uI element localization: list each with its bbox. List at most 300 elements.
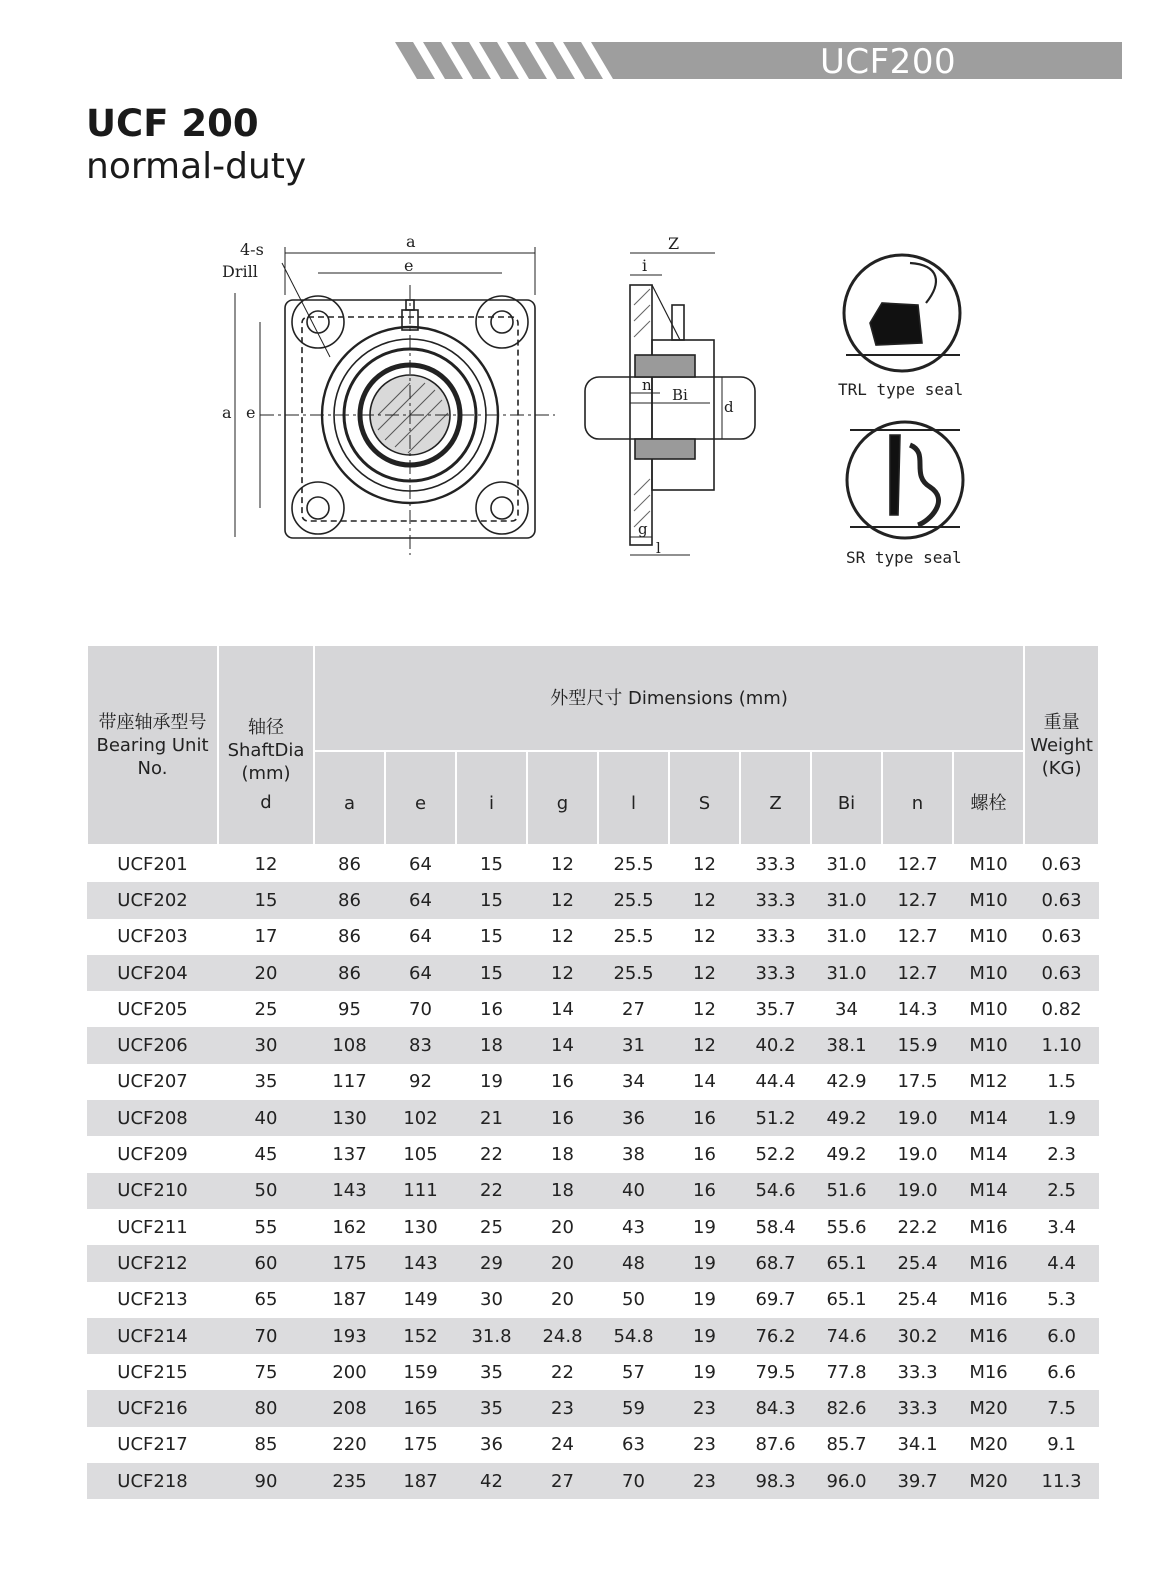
table-cell: 14 (527, 1027, 598, 1063)
weight-cn: 重量 (1043, 711, 1080, 733)
table-cell: 70 (409, 998, 432, 1020)
table-cell: 19 (693, 1289, 716, 1311)
table-cell: 86 (314, 955, 385, 991)
table-cell: 23 (669, 1463, 740, 1499)
table-cell: 33.3 (740, 955, 811, 991)
table-cell: 12 (693, 998, 716, 1020)
table-cell: M10 (969, 853, 1008, 875)
table-cell: 20 (527, 1245, 598, 1281)
label-e-top: e (404, 256, 414, 275)
table-row (87, 1463, 1099, 1499)
table-cell: 2.3 (1047, 1144, 1076, 1166)
table-cell: 86 (314, 882, 385, 918)
col-dimensions: 外型尺寸 Dimensions (mm) (314, 645, 1024, 751)
table-cell: 20 (218, 955, 314, 991)
trl-seal-detail (838, 255, 963, 399)
table-cell: UCF205 (117, 998, 188, 1020)
table-cell: 25.5 (598, 955, 669, 991)
table-cell: 80 (218, 1390, 314, 1426)
table-cell: 31.0 (811, 882, 882, 918)
table-cell: 6.0 (1024, 1318, 1099, 1354)
table-cell: UCF209 (117, 1144, 188, 1166)
table-cell: 149 (403, 1289, 438, 1311)
table-cell: UCF206 (87, 1027, 218, 1063)
table-cell: UCF213 (117, 1289, 188, 1311)
table-cell: 111 (385, 1173, 456, 1209)
table-cell: M16 (969, 1361, 1008, 1383)
col-a: a (314, 751, 385, 845)
table-cell: 69.7 (755, 1289, 796, 1311)
table-cell: 25.5 (613, 926, 654, 948)
table-cell: 35 (456, 1390, 527, 1426)
table-cell: 19 (693, 1361, 716, 1383)
table-row (87, 882, 1099, 918)
spec-table-body (87, 845, 1099, 1499)
table-cell: 45 (254, 1144, 278, 1166)
table-cell: 65.1 (826, 1289, 867, 1311)
table-cell: 12 (254, 853, 278, 875)
shaft-en: ShaftDia (227, 740, 305, 761)
table-cell: 35 (480, 1361, 503, 1383)
table-cell: M14 (953, 1173, 1024, 1209)
table-cell: 77.8 (826, 1361, 867, 1383)
table-cell: 6.6 (1047, 1361, 1076, 1383)
table-cell: 12 (527, 882, 598, 918)
table-cell: 31 (598, 1027, 669, 1063)
table-cell: 19 (693, 1216, 716, 1238)
table-cell: 12 (669, 882, 740, 918)
table-cell: 15 (218, 882, 314, 918)
table-cell: 49.2 (811, 1100, 882, 1136)
table-cell: 34.1 (897, 1434, 938, 1456)
table-cell: 22 (551, 1361, 574, 1383)
bearing-unit-cn: 带座轴承型号 (98, 711, 207, 733)
table-cell: 137 (332, 1144, 367, 1166)
table-cell: 25.4 (897, 1289, 938, 1311)
side-view (585, 234, 755, 557)
table-cell: 40 (218, 1100, 314, 1136)
table-cell: UCF212 (87, 1245, 218, 1281)
table-cell: 15.9 (882, 1027, 953, 1063)
table-cell: 16 (527, 1100, 598, 1136)
table-cell: M10 (953, 1027, 1024, 1063)
table-cell: 57 (622, 1361, 645, 1383)
table-cell: 58.4 (755, 1216, 796, 1238)
table-cell: 15 (480, 853, 503, 875)
table-cell: 12 (527, 955, 598, 991)
table-cell: 87.6 (755, 1434, 796, 1456)
table-row (87, 1209, 1099, 1245)
table-cell: M20 (953, 1390, 1024, 1426)
table-cell: UCF208 (87, 1100, 218, 1136)
table-cell: 143 (314, 1173, 385, 1209)
table-cell: M10 (953, 882, 1024, 918)
table-cell: 52.2 (755, 1144, 796, 1166)
table-cell: 143 (385, 1245, 456, 1281)
shaft-cn: 轴径 (248, 717, 284, 738)
table-cell: 165 (385, 1390, 456, 1426)
table-cell: 82.6 (811, 1390, 882, 1426)
table-cell: 24.8 (527, 1318, 598, 1354)
table-cell: 105 (403, 1144, 438, 1166)
col-n: n (882, 751, 953, 845)
table-cell: 31.0 (826, 853, 867, 875)
table-cell: 187 (385, 1463, 456, 1499)
table-cell: 30 (218, 1027, 314, 1063)
table-cell: 95 (338, 998, 361, 1020)
banner-label: UCF200 (820, 42, 957, 82)
trl-seal-label: TRL type seal (838, 380, 964, 399)
table-cell: 38.1 (811, 1027, 882, 1063)
weight-en: Weight (1030, 734, 1093, 756)
table-cell: 84.3 (740, 1390, 811, 1426)
title-subtitle: normal-duty (86, 146, 307, 187)
table-cell: M16 (953, 1318, 1024, 1354)
table-cell: 40.2 (740, 1027, 811, 1063)
table-cell: 16 (480, 998, 503, 1020)
table-cell: M16 (969, 1216, 1008, 1238)
table-cell: 19.0 (897, 1144, 938, 1166)
label-a-left: a (222, 403, 232, 422)
label-l: l (656, 539, 661, 557)
label-z: Z (668, 234, 680, 253)
col-s: S (669, 751, 740, 845)
table-cell: 70 (598, 1463, 669, 1499)
table-cell: 50 (218, 1173, 314, 1209)
table-cell: 108 (314, 1027, 385, 1063)
table-cell: 31.8 (456, 1318, 527, 1354)
table-row (87, 1064, 1099, 1100)
label-drill: Drill (222, 262, 258, 281)
table-cell: 96.0 (811, 1463, 882, 1499)
table-cell: 27 (527, 1463, 598, 1499)
table-cell: UCF204 (87, 955, 218, 991)
table-cell: 16 (693, 1144, 716, 1166)
table-cell: 75 (254, 1361, 278, 1383)
table-cell: 48 (598, 1245, 669, 1281)
table-cell: 79.5 (755, 1361, 796, 1383)
table-row (87, 1027, 1099, 1063)
table-cell: 31.0 (826, 926, 867, 948)
table-cell: M12 (969, 1071, 1008, 1093)
table-cell: 2.5 (1024, 1173, 1099, 1209)
table-cell: 35.7 (755, 998, 796, 1020)
table-cell: UCF217 (117, 1434, 188, 1456)
table-cell: 12 (669, 955, 740, 991)
table-cell: 18 (527, 1173, 598, 1209)
table-cell: 36 (598, 1100, 669, 1136)
table-cell: 7.5 (1024, 1390, 1099, 1426)
table-cell: UCF218 (87, 1463, 218, 1499)
col-bi: Bi (811, 751, 882, 845)
table-cell: M16 (953, 1245, 1024, 1281)
table-cell: 92 (409, 1071, 432, 1093)
table-cell: M10 (969, 998, 1008, 1020)
table-cell: 64 (409, 853, 432, 875)
bearing-unit-en2: No. (137, 757, 168, 779)
table-cell: 22 (456, 1173, 527, 1209)
table-cell: 12.7 (897, 853, 938, 875)
table-cell: 187 (332, 1289, 367, 1311)
table-cell: 43 (622, 1216, 645, 1238)
table-row (87, 1173, 1099, 1209)
table-cell: UCF216 (87, 1390, 218, 1426)
table-row (87, 1100, 1099, 1136)
table-cell: 86 (338, 926, 361, 948)
table-cell: 68.7 (740, 1245, 811, 1281)
table-cell: 5.3 (1047, 1289, 1076, 1311)
table-cell: 24 (551, 1434, 574, 1456)
table-cell: 0.63 (1041, 853, 1082, 875)
label-holes: 4-s (240, 240, 264, 259)
table-row (87, 1245, 1099, 1281)
table-cell: 14.3 (897, 998, 938, 1020)
table-cell: UCF203 (117, 926, 188, 948)
table-cell: 12.7 (897, 926, 938, 948)
table-cell: 220 (332, 1434, 367, 1456)
table-row (87, 955, 1099, 991)
table-cell: 11.3 (1024, 1463, 1099, 1499)
table-cell: 22.2 (897, 1216, 938, 1238)
table-cell: 14 (551, 998, 574, 1020)
table-cell: 12 (551, 926, 574, 948)
table-cell: 33.3 (755, 853, 796, 875)
table-cell: 18 (456, 1027, 527, 1063)
table-cell: 42 (456, 1463, 527, 1499)
table-cell: 74.6 (811, 1318, 882, 1354)
table-row (87, 1282, 1099, 1318)
col-bearing-unit (87, 645, 218, 845)
table-cell: 152 (385, 1318, 456, 1354)
label-g: g (638, 520, 648, 538)
table-cell: 51.2 (740, 1100, 811, 1136)
table-cell: 12 (551, 853, 574, 875)
table-cell: M14 (969, 1144, 1008, 1166)
table-row (87, 991, 1099, 1027)
table-cell: 98.3 (740, 1463, 811, 1499)
table-cell: 159 (403, 1361, 438, 1383)
col-g: g (527, 751, 598, 845)
table-cell: 102 (385, 1100, 456, 1136)
table-cell: 25.5 (598, 882, 669, 918)
table-row (87, 1427, 1099, 1463)
spec-table (86, 644, 1100, 1499)
table-cell: 175 (403, 1434, 438, 1456)
table-cell: 50 (622, 1289, 645, 1311)
table-cell: 162 (332, 1216, 367, 1238)
table-row (87, 919, 1099, 955)
table-cell: 25.5 (613, 853, 654, 875)
table-cell: 19 (669, 1318, 740, 1354)
table-cell: 12 (693, 853, 716, 875)
table-cell: 42.9 (826, 1071, 867, 1093)
table-cell: 36 (480, 1434, 503, 1456)
header-banner (395, 42, 1122, 79)
table-cell: 34 (835, 998, 858, 1020)
table-cell: M20 (969, 1434, 1008, 1456)
table-cell: 16 (669, 1100, 740, 1136)
table-cell: 200 (332, 1361, 367, 1383)
table-cell: 19.0 (882, 1100, 953, 1136)
table-cell: 31.0 (811, 955, 882, 991)
table-cell: 208 (314, 1390, 385, 1426)
col-shaft (218, 645, 314, 845)
table-cell: 9.1 (1047, 1434, 1076, 1456)
table-cell: 49.2 (826, 1144, 867, 1166)
table-cell: 34 (622, 1071, 645, 1093)
table-cell: 19 (480, 1071, 503, 1093)
table-cell: 70 (218, 1318, 314, 1354)
table-cell: 15 (456, 882, 527, 918)
table-cell: UCF214 (87, 1318, 218, 1354)
table-cell: 64 (409, 926, 432, 948)
col-weight (1024, 645, 1099, 845)
table-cell: 33.3 (740, 882, 811, 918)
col-l: l (598, 751, 669, 845)
table-cell: 29 (456, 1245, 527, 1281)
table-cell: 30.2 (882, 1318, 953, 1354)
table-cell: 86 (338, 853, 361, 875)
table-cell: 12.7 (882, 955, 953, 991)
table-cell: 193 (314, 1318, 385, 1354)
table-cell: 130 (403, 1216, 438, 1238)
label-bi: Bi (672, 386, 688, 404)
table-row (87, 1318, 1099, 1354)
table-cell: 23 (693, 1434, 716, 1456)
table-cell: 1.10 (1024, 1027, 1099, 1063)
table-cell: 4.4 (1024, 1245, 1099, 1281)
table-cell: 235 (314, 1463, 385, 1499)
table-cell: 17.5 (897, 1071, 938, 1093)
table-cell: 85 (254, 1434, 278, 1456)
table-row (87, 1390, 1099, 1426)
table-cell: 3.4 (1047, 1216, 1076, 1238)
table-cell: 54.6 (740, 1173, 811, 1209)
table-cell: 65.1 (811, 1245, 882, 1281)
table-cell: 27 (622, 998, 645, 1020)
label-n: n (642, 376, 652, 394)
table-cell: 23 (527, 1390, 598, 1426)
table-cell: 19 (669, 1245, 740, 1281)
table-cell: 12 (669, 1027, 740, 1063)
table-cell: UCF207 (117, 1071, 188, 1093)
table-cell: 63 (622, 1434, 645, 1456)
table-cell: 55.6 (826, 1216, 867, 1238)
table-cell: 76.2 (740, 1318, 811, 1354)
table-cell: 39.7 (882, 1463, 953, 1499)
table-cell: UCF215 (117, 1361, 188, 1383)
table-cell: 20 (551, 1216, 574, 1238)
table-cell: M10 (953, 955, 1024, 991)
table-row (87, 1354, 1099, 1390)
table-cell: 51.6 (811, 1173, 882, 1209)
table-cell: 17 (254, 926, 278, 948)
table-cell: 38 (622, 1144, 645, 1166)
table-cell: M10 (969, 926, 1008, 948)
table-cell: 85.7 (826, 1434, 867, 1456)
table-cell: 59 (598, 1390, 669, 1426)
table-cell: 0.82 (1041, 998, 1082, 1020)
table-cell: 14 (693, 1071, 716, 1093)
table-cell: 25 (480, 1216, 503, 1238)
table-cell: 25 (254, 998, 278, 1020)
table-cell: 33.3 (755, 926, 796, 948)
table-cell: 0.63 (1024, 955, 1099, 991)
table-cell: 21 (456, 1100, 527, 1136)
shaft-unit: (mm) (241, 763, 291, 784)
bearing-unit-en1: Bearing Unit (96, 734, 209, 756)
col-z: Z (740, 751, 811, 845)
table-cell: 1.5 (1047, 1071, 1076, 1093)
table-cell: 33.3 (897, 1361, 938, 1383)
table-cell: 64 (385, 882, 456, 918)
table-cell: 18 (551, 1144, 574, 1166)
sr-seal-label: SR type seal (846, 548, 962, 567)
page-title (86, 102, 306, 188)
front-view (222, 232, 555, 555)
bearing-drawing (210, 225, 1030, 580)
table-cell: 23 (669, 1390, 740, 1426)
sr-seal-detail (846, 422, 963, 567)
col-i: i (456, 751, 527, 845)
table-cell: UCF202 (87, 882, 218, 918)
table-cell: 16 (669, 1173, 740, 1209)
table-cell: 33.3 (882, 1390, 953, 1426)
table-cell: 0.63 (1041, 926, 1082, 948)
label-d: d (724, 398, 734, 416)
table-cell: 30 (480, 1289, 503, 1311)
table-cell: 175 (314, 1245, 385, 1281)
table-cell: 60 (218, 1245, 314, 1281)
table-cell: 22 (480, 1144, 503, 1166)
table-cell: 19.0 (882, 1173, 953, 1209)
table-cell: 83 (385, 1027, 456, 1063)
table-cell: 130 (314, 1100, 385, 1136)
table-cell: 40 (598, 1173, 669, 1209)
table-cell: 15 (480, 926, 503, 948)
table-cell: 90 (218, 1463, 314, 1499)
table-cell: 0.63 (1024, 882, 1099, 918)
table-cell: 44.4 (755, 1071, 796, 1093)
table-row (87, 845, 1099, 882)
table-cell: 1.9 (1024, 1100, 1099, 1136)
table-cell: 16 (551, 1071, 574, 1093)
table-cell: 12 (693, 926, 716, 948)
table-cell: UCF210 (87, 1173, 218, 1209)
label-i: i (642, 256, 648, 275)
table-cell: 25.4 (882, 1245, 953, 1281)
col-bolt: 螺栓 (953, 751, 1024, 845)
table-cell: 35 (254, 1071, 278, 1093)
table-cell: 12.7 (882, 882, 953, 918)
title-model: UCF 200 (86, 102, 259, 145)
table-cell: 64 (385, 955, 456, 991)
table-cell: 54.8 (598, 1318, 669, 1354)
label-e-left: e (246, 403, 256, 422)
table-row (87, 1136, 1099, 1172)
label-a-top: a (406, 232, 416, 251)
table-cell: UCF201 (117, 853, 188, 875)
weight-unit: (KG) (1041, 757, 1082, 779)
table-cell: M16 (969, 1289, 1008, 1311)
table-cell: 20 (551, 1289, 574, 1311)
table-cell: M14 (953, 1100, 1024, 1136)
table-cell: 65 (254, 1289, 278, 1311)
table-cell: 55 (254, 1216, 278, 1238)
table-cell: M20 (953, 1463, 1024, 1499)
col-e: e (385, 751, 456, 845)
shaft-sym: d (260, 792, 272, 813)
